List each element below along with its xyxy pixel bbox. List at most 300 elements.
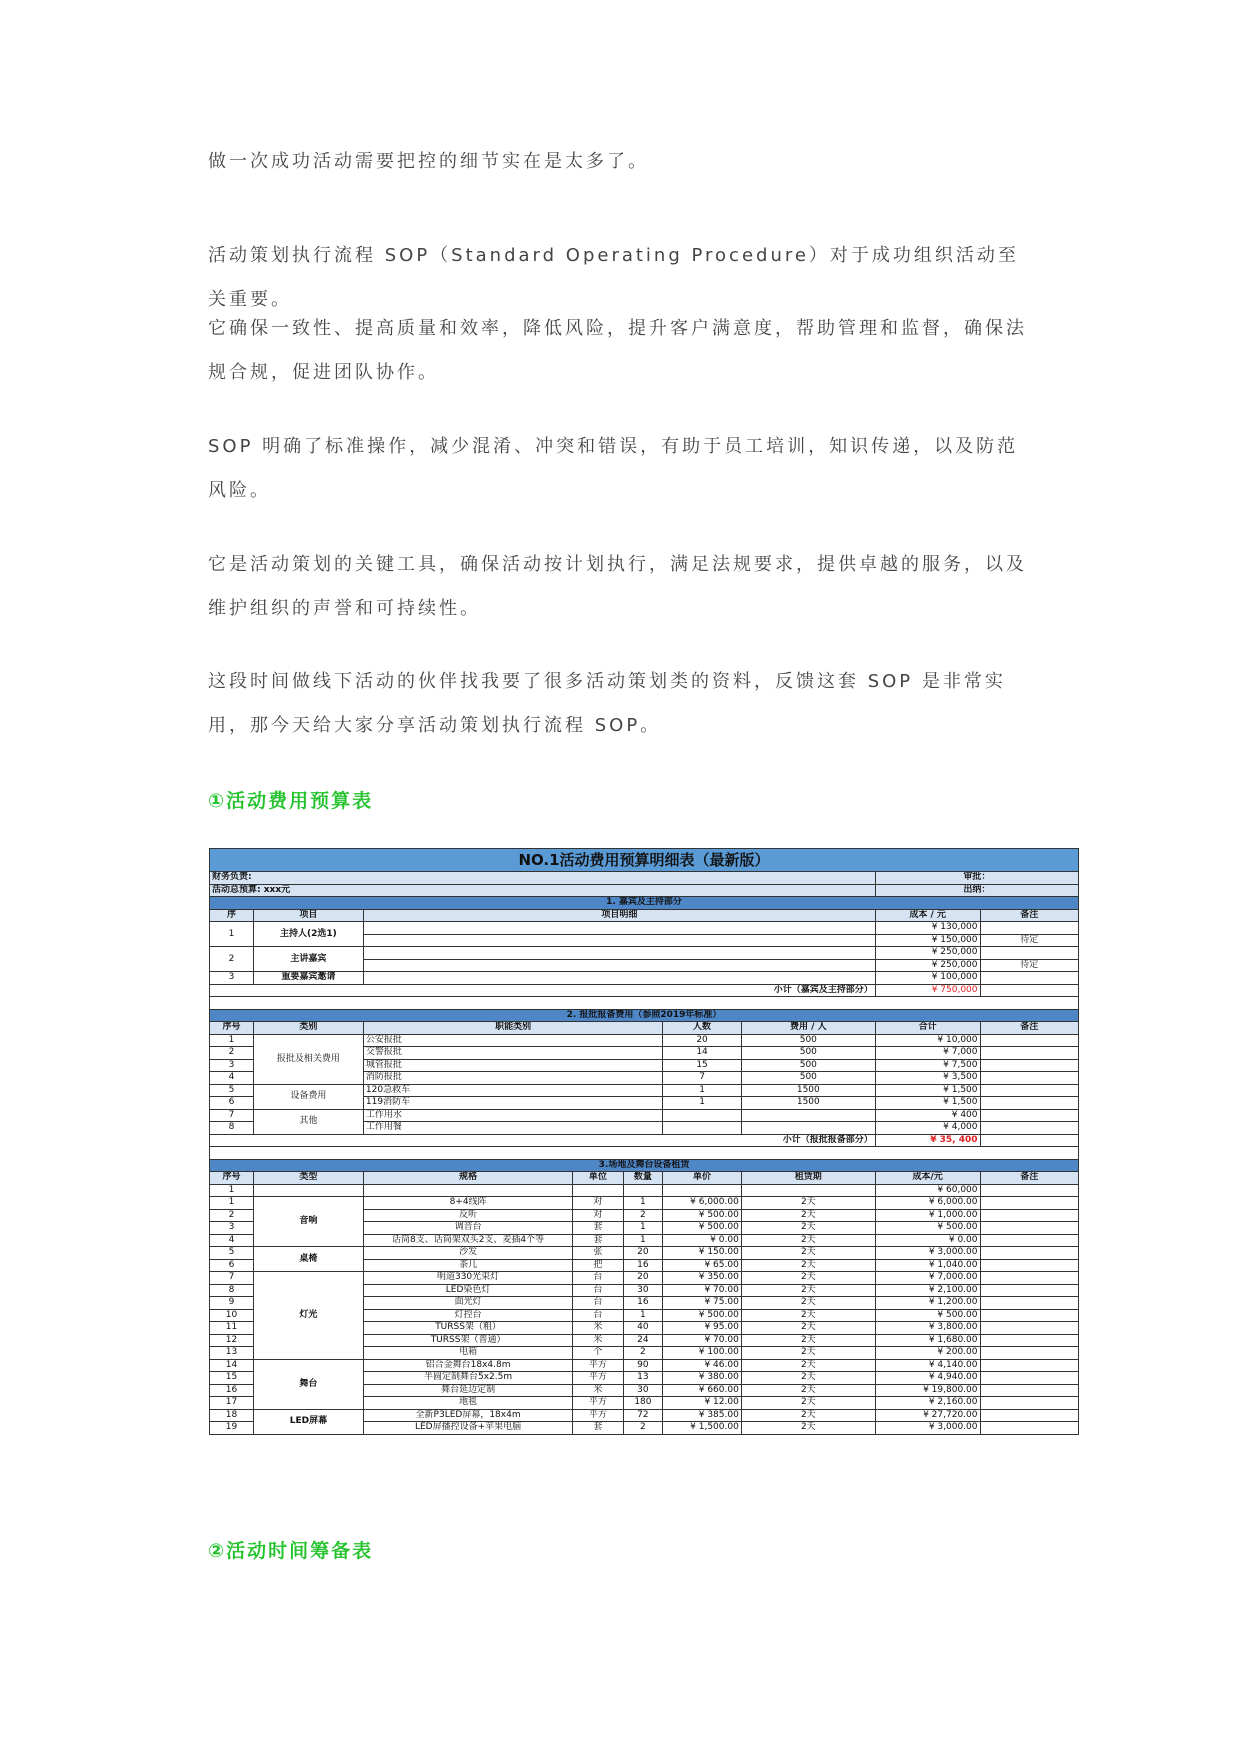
row-price: ¥ 150.00 bbox=[663, 1247, 742, 1260]
row-period: 2天 bbox=[741, 1197, 875, 1210]
row-count: 7 bbox=[663, 1072, 742, 1085]
row-unit: 对 bbox=[573, 1197, 623, 1210]
header-row bbox=[210, 1172, 1079, 1185]
row-fee: 500 bbox=[741, 1072, 875, 1085]
row-cost: ¥ 4,940.00 bbox=[875, 1372, 980, 1385]
column-header: 备注 bbox=[980, 1022, 1079, 1035]
row-period: 2天 bbox=[741, 1284, 875, 1297]
row-function: 工作用餐 bbox=[363, 1122, 662, 1135]
row-cost: ¥ 27,720.00 bbox=[875, 1409, 980, 1422]
row-cost: ¥ 1,040.00 bbox=[875, 1259, 980, 1272]
row-fee: 500 bbox=[741, 1047, 875, 1060]
row-fee: 500 bbox=[741, 1059, 875, 1072]
row-detail bbox=[363, 934, 875, 947]
row-period: 2天 bbox=[741, 1359, 875, 1372]
table-row bbox=[210, 972, 1079, 985]
row-unit: 套 bbox=[573, 1222, 623, 1235]
row-note bbox=[980, 1109, 1079, 1122]
row-spec bbox=[363, 1184, 572, 1197]
row-cost: ¥ 4,140.00 bbox=[875, 1359, 980, 1372]
row-function: 公安报批 bbox=[363, 1034, 662, 1047]
sheet-title-row bbox=[210, 849, 1079, 872]
row-number: 1 bbox=[210, 922, 254, 947]
row-note bbox=[980, 1297, 1079, 1310]
row-price: ¥ 12.00 bbox=[663, 1397, 742, 1410]
table-row bbox=[210, 1272, 1079, 1285]
row-note bbox=[980, 972, 1079, 985]
row-number: 2 bbox=[210, 1209, 254, 1222]
sheet-title: NO.1活动费用预算明细表（最新版） bbox=[210, 849, 1079, 872]
budget-table bbox=[209, 848, 1079, 1435]
row-total: ¥ 3,500 bbox=[875, 1072, 980, 1085]
row-number: 3 bbox=[210, 1059, 254, 1072]
gap-cell bbox=[210, 997, 1079, 1010]
row-cost: ¥ 19,800.00 bbox=[875, 1384, 980, 1397]
row-number: 8 bbox=[210, 1284, 254, 1297]
row-period: 2天 bbox=[741, 1409, 875, 1422]
row-fee: 1500 bbox=[741, 1084, 875, 1097]
row-number: 3 bbox=[210, 972, 254, 985]
row-spec: 沙发 bbox=[363, 1247, 572, 1260]
column-header: 项目明细 bbox=[363, 909, 875, 922]
row-qty: 20 bbox=[623, 1272, 663, 1285]
row-price: ¥ 0.00 bbox=[663, 1234, 742, 1247]
row-count: 14 bbox=[663, 1047, 742, 1060]
row-type bbox=[253, 1184, 363, 1197]
row-cost: ¥ 500.00 bbox=[875, 1222, 980, 1235]
row-count: 1 bbox=[663, 1084, 742, 1097]
row-cost: ¥ 6,000.00 bbox=[875, 1197, 980, 1210]
row-number: 4 bbox=[210, 1234, 254, 1247]
intro-paragraph-3: 它确保一致性、提高质量和效率，降低风险，提升客户满意度，帮助管理和监督，确保法规合规，促进团队协作。 bbox=[208, 318, 1027, 383]
row-fee bbox=[741, 1122, 875, 1135]
row-unit: 台 bbox=[573, 1284, 623, 1297]
row-price: ¥ 70.00 bbox=[663, 1334, 742, 1347]
row-total: ¥ 400 bbox=[875, 1109, 980, 1122]
row-qty: 2 bbox=[623, 1347, 663, 1360]
row-spec: 电箱 bbox=[363, 1347, 572, 1360]
row-spec: 反听 bbox=[363, 1209, 572, 1222]
row-unit: 平方 bbox=[573, 1397, 623, 1410]
row-price: ¥ 6,000.00 bbox=[663, 1197, 742, 1210]
row-note bbox=[980, 1347, 1079, 1360]
row-qty: 90 bbox=[623, 1359, 663, 1372]
row-qty: 1 bbox=[623, 1309, 663, 1322]
row-note bbox=[980, 1359, 1079, 1372]
row-cost: ¥ 250,000 bbox=[875, 947, 980, 960]
row-spec: LED屏播控设备+苹果电脑 bbox=[363, 1422, 572, 1435]
row-number: 19 bbox=[210, 1422, 254, 1435]
row-function: 消防报批 bbox=[363, 1072, 662, 1085]
row-note bbox=[980, 1034, 1079, 1047]
row-note bbox=[980, 1247, 1079, 1260]
row-unit: 台 bbox=[573, 1297, 623, 1310]
row-spec: 话筒8支、话筒架双头2支、麦插4个等 bbox=[363, 1234, 572, 1247]
row-number: 7 bbox=[210, 1109, 254, 1122]
row-number: 6 bbox=[210, 1259, 254, 1272]
header-row bbox=[210, 909, 1079, 922]
row-number: 7 bbox=[210, 1272, 254, 1285]
intro-paragraph-5: 它是活动策划的关键工具，确保活动按计划执行，满足法规要求，提供卓越的服务，以及维护组织的声誉和可持续性。 bbox=[208, 554, 1027, 619]
row-type: 桌椅 bbox=[253, 1247, 363, 1272]
row-number: 8 bbox=[210, 1122, 254, 1135]
table-row bbox=[210, 1109, 1079, 1122]
row-detail bbox=[363, 922, 875, 935]
row-total: ¥ 1,500 bbox=[875, 1084, 980, 1097]
row-spec: 明道330光束灯 bbox=[363, 1272, 572, 1285]
row-note bbox=[980, 1209, 1079, 1222]
row-qty: 1 bbox=[623, 1234, 663, 1247]
sheet-info-row bbox=[210, 872, 1079, 885]
row-number: 4 bbox=[210, 1072, 254, 1085]
approve-label: 审批： bbox=[875, 872, 1078, 885]
row-number: 12 bbox=[210, 1334, 254, 1347]
row-cost: ¥ 150,000 bbox=[875, 934, 980, 947]
row-number: 14 bbox=[210, 1359, 254, 1372]
row-cost: ¥ 200.00 bbox=[875, 1347, 980, 1360]
row-qty: 180 bbox=[623, 1397, 663, 1410]
column-header: 单位 bbox=[573, 1172, 623, 1185]
row-number: 9 bbox=[210, 1297, 254, 1310]
column-header: 职能类别 bbox=[363, 1022, 662, 1035]
row-spec: LED染色灯 bbox=[363, 1284, 572, 1297]
section-2-title: 2. 报批报备费用（参照2019年标准） bbox=[210, 1009, 1079, 1022]
row-item: 重要嘉宾邀请 bbox=[253, 972, 363, 985]
row-unit: 米 bbox=[573, 1384, 623, 1397]
row-spec: TURSS架（普通） bbox=[363, 1334, 572, 1347]
row-qty: 72 bbox=[623, 1409, 663, 1422]
row-cost: ¥ 3,800.00 bbox=[875, 1322, 980, 1335]
row-note bbox=[980, 1184, 1079, 1197]
row-note bbox=[980, 1372, 1079, 1385]
row-unit: 台 bbox=[573, 1272, 623, 1285]
row-period: 2天 bbox=[741, 1297, 875, 1310]
row-function: 城管报批 bbox=[363, 1059, 662, 1072]
row-count: 20 bbox=[663, 1034, 742, 1047]
row-cost: ¥ 60,000 bbox=[875, 1184, 980, 1197]
intro-paragraph-6: 这段时间做线下活动的伙伴找我要了很多活动策划类的资料，反馈这套 SOP 是非常实用，那今天给大家分享活动策划执行流程 SOP。 bbox=[208, 671, 1006, 736]
row-qty: 24 bbox=[623, 1334, 663, 1347]
row-total: ¥ 7,000 bbox=[875, 1047, 980, 1060]
row-count: 15 bbox=[663, 1059, 742, 1072]
row-number: 18 bbox=[210, 1409, 254, 1422]
row-function: 交警报批 bbox=[363, 1047, 662, 1060]
row-detail bbox=[363, 972, 875, 985]
table-cell bbox=[980, 1134, 1079, 1147]
row-qty: 1 bbox=[623, 1197, 663, 1210]
table-row bbox=[210, 1197, 1079, 1210]
subtotal-label: 小计（报批报备部分） bbox=[210, 1134, 876, 1147]
row-cost: ¥ 3,000.00 bbox=[875, 1422, 980, 1435]
row-note: 待定 bbox=[980, 934, 1079, 947]
row-period: 2天 bbox=[741, 1422, 875, 1435]
column-header: 序 bbox=[210, 909, 254, 922]
column-header: 规格 bbox=[363, 1172, 572, 1185]
row-qty: 20 bbox=[623, 1247, 663, 1260]
row-period: 2天 bbox=[741, 1259, 875, 1272]
row-price: ¥ 75.00 bbox=[663, 1297, 742, 1310]
row-spec: 舞台延边定制 bbox=[363, 1384, 572, 1397]
table-row bbox=[210, 1034, 1079, 1047]
row-number: 2 bbox=[210, 947, 254, 972]
row-unit: 平方 bbox=[573, 1372, 623, 1385]
row-qty bbox=[623, 1184, 663, 1197]
subtotal-row bbox=[210, 1134, 1079, 1147]
row-period: 2天 bbox=[741, 1272, 875, 1285]
row-unit: 个 bbox=[573, 1347, 623, 1360]
row-qty: 1 bbox=[623, 1222, 663, 1235]
finance-label: 财务负责: bbox=[210, 872, 876, 885]
subtotal-label: 小计（嘉宾及主持部分） bbox=[210, 984, 876, 997]
column-header: 备注 bbox=[980, 1172, 1079, 1185]
row-note bbox=[980, 1259, 1079, 1272]
row-price: ¥ 95.00 bbox=[663, 1322, 742, 1335]
row-qty: 2 bbox=[623, 1422, 663, 1435]
row-note bbox=[980, 1047, 1079, 1060]
row-cost: ¥ 1,200.00 bbox=[875, 1297, 980, 1310]
subtotal-value: ¥ 750,000 bbox=[875, 984, 980, 997]
row-function: 120急救车 bbox=[363, 1084, 662, 1097]
section-title-row bbox=[210, 1009, 1079, 1022]
row-total: ¥ 1,500 bbox=[875, 1097, 980, 1110]
section-title-row bbox=[210, 897, 1079, 910]
row-fee: 1500 bbox=[741, 1097, 875, 1110]
column-header: 租赁期 bbox=[741, 1172, 875, 1185]
row-period bbox=[741, 1184, 875, 1197]
row-cost: ¥ 130,000 bbox=[875, 922, 980, 935]
section-title-row bbox=[210, 1159, 1079, 1172]
row-total: ¥ 4,000 bbox=[875, 1122, 980, 1135]
row-category: 报批及相关费用 bbox=[253, 1034, 363, 1084]
row-spec: 全新P3LED屏幕，18x4m bbox=[363, 1409, 572, 1422]
row-note bbox=[980, 947, 1079, 960]
sheet-info-row bbox=[210, 884, 1079, 897]
row-number: 17 bbox=[210, 1397, 254, 1410]
row-cost: ¥ 3,000.00 bbox=[875, 1247, 980, 1260]
column-header: 费用 / 人 bbox=[741, 1022, 875, 1035]
row-cost: ¥ 0.00 bbox=[875, 1234, 980, 1247]
row-type: LED屏幕 bbox=[253, 1409, 363, 1434]
row-unit: 米 bbox=[573, 1334, 623, 1347]
row-qty: 2 bbox=[623, 1209, 663, 1222]
row-period: 2天 bbox=[741, 1209, 875, 1222]
row-number: 1 bbox=[210, 1184, 254, 1197]
row-detail bbox=[363, 947, 875, 960]
row-number: 13 bbox=[210, 1347, 254, 1360]
row-note bbox=[980, 1397, 1079, 1410]
column-header: 人数 bbox=[663, 1022, 742, 1035]
row-note bbox=[980, 1097, 1079, 1110]
row-spec: 铝合金舞台18x4.8m bbox=[363, 1359, 572, 1372]
table-row bbox=[210, 1409, 1079, 1422]
row-period: 2天 bbox=[741, 1397, 875, 1410]
row-item: 主讲嘉宾 bbox=[253, 947, 363, 972]
row-total: ¥ 10,000 bbox=[875, 1034, 980, 1047]
row-fee: 500 bbox=[741, 1034, 875, 1047]
row-qty: 16 bbox=[623, 1297, 663, 1310]
column-header: 类型 bbox=[253, 1172, 363, 1185]
row-price: ¥ 70.00 bbox=[663, 1284, 742, 1297]
row-type: 音响 bbox=[253, 1197, 363, 1247]
row-period: 2天 bbox=[741, 1222, 875, 1235]
row-qty: 16 bbox=[623, 1259, 663, 1272]
row-period: 2天 bbox=[741, 1322, 875, 1335]
row-cost: ¥ 500.00 bbox=[875, 1309, 980, 1322]
row-unit: 米 bbox=[573, 1322, 623, 1335]
row-price: ¥ 660.00 bbox=[663, 1384, 742, 1397]
row-note bbox=[980, 1384, 1079, 1397]
row-period: 2天 bbox=[741, 1234, 875, 1247]
row-spec: 地毯 bbox=[363, 1397, 572, 1410]
row-count: 1 bbox=[663, 1097, 742, 1110]
row-spec: 半圆定制舞台5x2.5m bbox=[363, 1372, 572, 1385]
row-number: 11 bbox=[210, 1322, 254, 1335]
row-unit: 台 bbox=[573, 1309, 623, 1322]
row-cost: ¥ 250,000 bbox=[875, 959, 980, 972]
row-note bbox=[980, 1197, 1079, 1210]
row-period: 2天 bbox=[741, 1309, 875, 1322]
row-number: 5 bbox=[210, 1084, 254, 1097]
row-note bbox=[980, 1072, 1079, 1085]
intro-paragraph-1: 做一次成功活动需要把控的细节实在是太多了。 bbox=[208, 151, 649, 172]
table-row bbox=[210, 922, 1079, 935]
row-item: 主持人(2选1) bbox=[253, 922, 363, 947]
row-price: ¥ 380.00 bbox=[663, 1372, 742, 1385]
row-function: 工作用水 bbox=[363, 1109, 662, 1122]
row-type: 舞台 bbox=[253, 1359, 363, 1409]
row-qty: 30 bbox=[623, 1284, 663, 1297]
row-note bbox=[980, 1084, 1079, 1097]
header-row bbox=[210, 1022, 1079, 1035]
row-price: ¥ 500.00 bbox=[663, 1222, 742, 1235]
row-number: 1 bbox=[210, 1034, 254, 1047]
row-cost: ¥ 2,100.00 bbox=[875, 1284, 980, 1297]
table-row bbox=[210, 1084, 1079, 1097]
gap-row bbox=[210, 1147, 1079, 1160]
row-function: 119消防车 bbox=[363, 1097, 662, 1110]
row-note bbox=[980, 1422, 1079, 1435]
row-qty: 30 bbox=[623, 1384, 663, 1397]
row-spec: 调音台 bbox=[363, 1222, 572, 1235]
cashier-label: 出纳： bbox=[875, 884, 1078, 897]
column-header: 数量 bbox=[623, 1172, 663, 1185]
row-unit: 套 bbox=[573, 1234, 623, 1247]
column-header: 序号 bbox=[210, 1172, 254, 1185]
row-category: 设备费用 bbox=[253, 1084, 363, 1109]
column-header: 类别 bbox=[253, 1022, 363, 1035]
row-unit: 张 bbox=[573, 1247, 623, 1260]
row-category: 其他 bbox=[253, 1109, 363, 1134]
row-note bbox=[980, 1059, 1079, 1072]
section-3-title: 3.场地及舞台设备租赁 bbox=[210, 1159, 1079, 1172]
row-spec: 面光灯 bbox=[363, 1297, 572, 1310]
section-heading-budget: ①活动费用预算表 bbox=[208, 790, 374, 812]
row-total: ¥ 7,500 bbox=[875, 1059, 980, 1072]
row-price: ¥ 46.00 bbox=[663, 1359, 742, 1372]
section-1-title: 1. 嘉宾及主持部分 bbox=[210, 897, 1079, 910]
row-price: ¥ 65.00 bbox=[663, 1259, 742, 1272]
row-note bbox=[980, 1222, 1079, 1235]
row-period: 2天 bbox=[741, 1347, 875, 1360]
table-row bbox=[210, 1247, 1079, 1260]
row-period: 2天 bbox=[741, 1372, 875, 1385]
row-number: 5 bbox=[210, 1247, 254, 1260]
row-spec: TURSS架（粗） bbox=[363, 1322, 572, 1335]
budget-spreadsheet-image bbox=[209, 848, 1079, 1473]
row-number: 3 bbox=[210, 1222, 254, 1235]
row-note: 待定 bbox=[980, 959, 1079, 972]
column-header: 单价 bbox=[663, 1172, 742, 1185]
table-row bbox=[210, 1359, 1079, 1372]
row-note bbox=[980, 1322, 1079, 1335]
table-row bbox=[210, 947, 1079, 960]
column-header: 合计 bbox=[875, 1022, 980, 1035]
intro-paragraph-4: SOP 明确了标准操作，减少混淆、冲突和错误，有助于员工培训，知识传递，以及防范风险。 bbox=[208, 436, 1019, 501]
row-unit: 套 bbox=[573, 1422, 623, 1435]
column-header: 成本 / 元 bbox=[875, 909, 980, 922]
section-heading-schedule: ②活动时间筹备表 bbox=[208, 1540, 374, 1562]
row-unit: 对 bbox=[573, 1209, 623, 1222]
row-cost: ¥ 2,160.00 bbox=[875, 1397, 980, 1410]
row-cost: ¥ 1,000.00 bbox=[875, 1209, 980, 1222]
row-number: 2 bbox=[210, 1047, 254, 1060]
row-unit: 平方 bbox=[573, 1359, 623, 1372]
row-unit: 平方 bbox=[573, 1409, 623, 1422]
row-note bbox=[980, 1309, 1079, 1322]
column-header: 备注 bbox=[980, 909, 1079, 922]
subtotal-value: ¥ 35, 400 bbox=[875, 1134, 980, 1147]
row-spec: 茶几 bbox=[363, 1259, 572, 1272]
row-spec: 8+4线阵 bbox=[363, 1197, 572, 1210]
row-price bbox=[663, 1184, 742, 1197]
row-price: ¥ 1,500.00 bbox=[663, 1422, 742, 1435]
row-period: 2天 bbox=[741, 1384, 875, 1397]
row-note bbox=[980, 1234, 1079, 1247]
row-unit: 把 bbox=[573, 1259, 623, 1272]
row-number: 1 bbox=[210, 1197, 254, 1210]
row-period: 2天 bbox=[741, 1247, 875, 1260]
row-number: 15 bbox=[210, 1372, 254, 1385]
row-number: 16 bbox=[210, 1384, 254, 1397]
gap-row bbox=[210, 997, 1079, 1010]
row-period: 2天 bbox=[741, 1334, 875, 1347]
row-number: 6 bbox=[210, 1097, 254, 1110]
row-qty: 40 bbox=[623, 1322, 663, 1335]
row-note bbox=[980, 1409, 1079, 1422]
column-header: 成本/元 bbox=[875, 1172, 980, 1185]
row-unit bbox=[573, 1184, 623, 1197]
subtotal-row bbox=[210, 984, 1079, 997]
table-cell bbox=[980, 984, 1079, 997]
row-note bbox=[980, 1334, 1079, 1347]
column-header: 项目 bbox=[253, 909, 363, 922]
row-note bbox=[980, 1272, 1079, 1285]
gap-cell bbox=[210, 1147, 1079, 1160]
row-spec: 灯控台 bbox=[363, 1309, 572, 1322]
row-price: ¥ 350.00 bbox=[663, 1272, 742, 1285]
row-count bbox=[663, 1109, 742, 1122]
row-detail bbox=[363, 959, 875, 972]
budget-label: 活动总预算: xxx元 bbox=[210, 884, 876, 897]
row-price: ¥ 100.00 bbox=[663, 1347, 742, 1360]
row-cost: ¥ 7,000.00 bbox=[875, 1272, 980, 1285]
row-note bbox=[980, 922, 1079, 935]
row-cost: ¥ 100,000 bbox=[875, 972, 980, 985]
row-note bbox=[980, 1284, 1079, 1297]
row-qty: 13 bbox=[623, 1372, 663, 1385]
column-header: 序号 bbox=[210, 1022, 254, 1035]
row-price: ¥ 500.00 bbox=[663, 1309, 742, 1322]
